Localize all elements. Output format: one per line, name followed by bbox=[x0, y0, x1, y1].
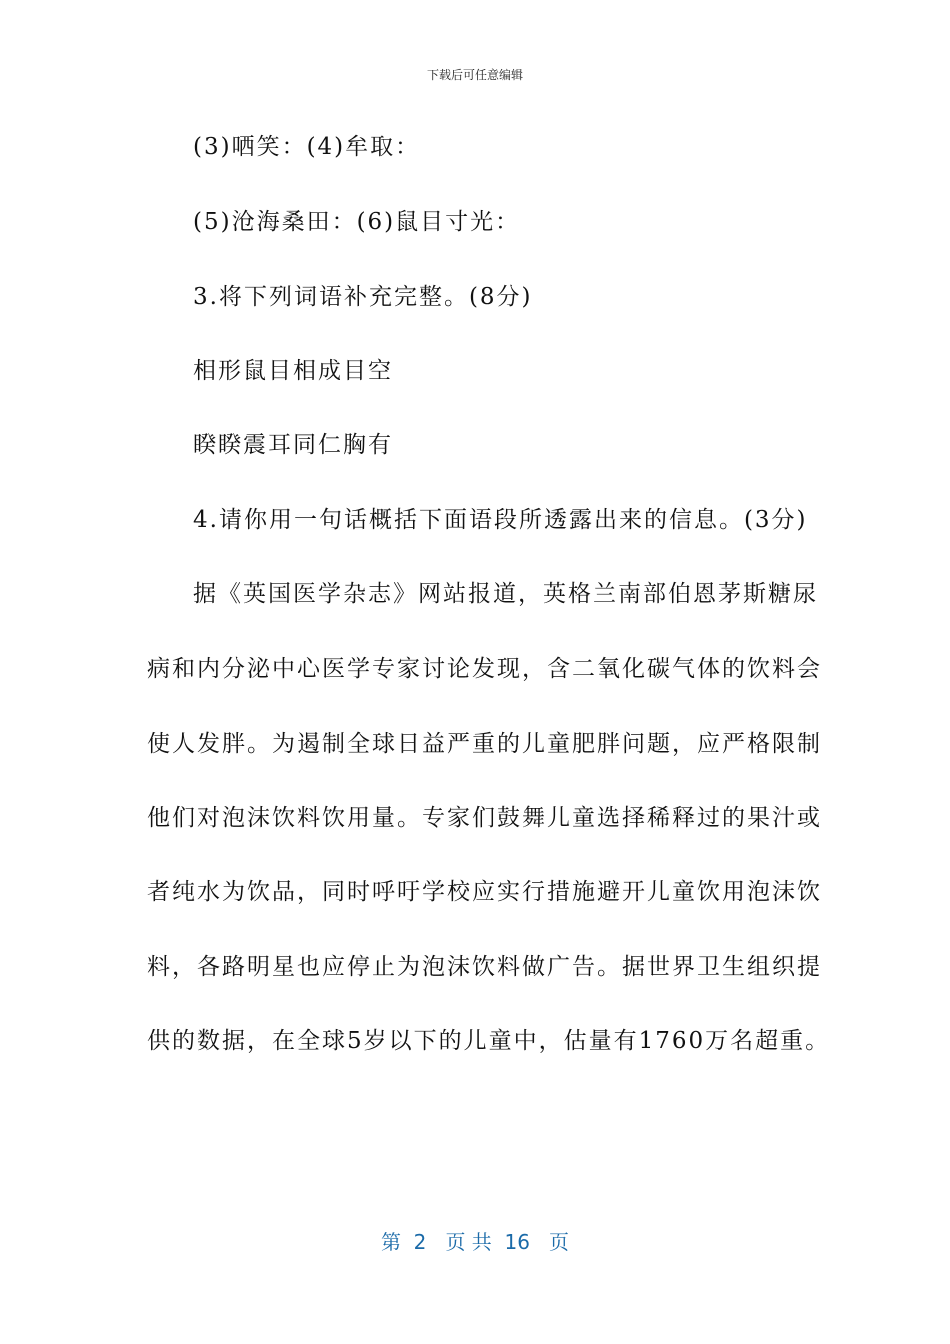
question-3: 3.将下列词语补充完整。(8分) bbox=[193, 284, 533, 310]
vocab-line-5-6: (5)沧海桑田：(6)鼠目寸光： bbox=[193, 209, 521, 235]
paragraph-line: 他们对泡沫饮料饮用量。专家们鼓舞儿童选择稀释过的果汁或 bbox=[147, 805, 822, 831]
header-note: 下载后可任意编辑 bbox=[426, 68, 523, 82]
page-number: 第 2 页 共 16 页 bbox=[380, 1230, 570, 1254]
paragraph-line: 据《英国医学杂志》网站报道，英格兰南部伯恩茅斯糖尿 bbox=[193, 581, 818, 607]
paragraph-line: 供的数据，在全球5岁以下的儿童中，估量有1760万名超重。 bbox=[147, 1028, 831, 1054]
paragraph-line: 使人发胖。为遏制全球日益严重的儿童肥胖问题，应严格限制 bbox=[147, 731, 822, 757]
vocab-line-3-4: (3)哂笑：(4)牟取： bbox=[193, 134, 421, 160]
paragraph-line: 者纯水为饮品，同时呼吁学校应实行措施避开儿童饮用泡沫饮 bbox=[147, 879, 822, 905]
paragraph-line: 病和内分泌中心医学专家讨论发现，含二氧化碳气体的饮料会 bbox=[147, 656, 822, 682]
idiom-row-1: 相形鼠目相成目空 bbox=[193, 358, 393, 384]
paragraph-line: 料，各路明星也应停止为泡沫饮料做广告。据世界卫生组织提 bbox=[147, 954, 822, 980]
question-4: 4.请你用一句话概括下面语段所透露出来的信息。(3分) bbox=[193, 507, 808, 533]
idiom-row-2: 睽睽震耳同仁胸有 bbox=[193, 432, 393, 458]
